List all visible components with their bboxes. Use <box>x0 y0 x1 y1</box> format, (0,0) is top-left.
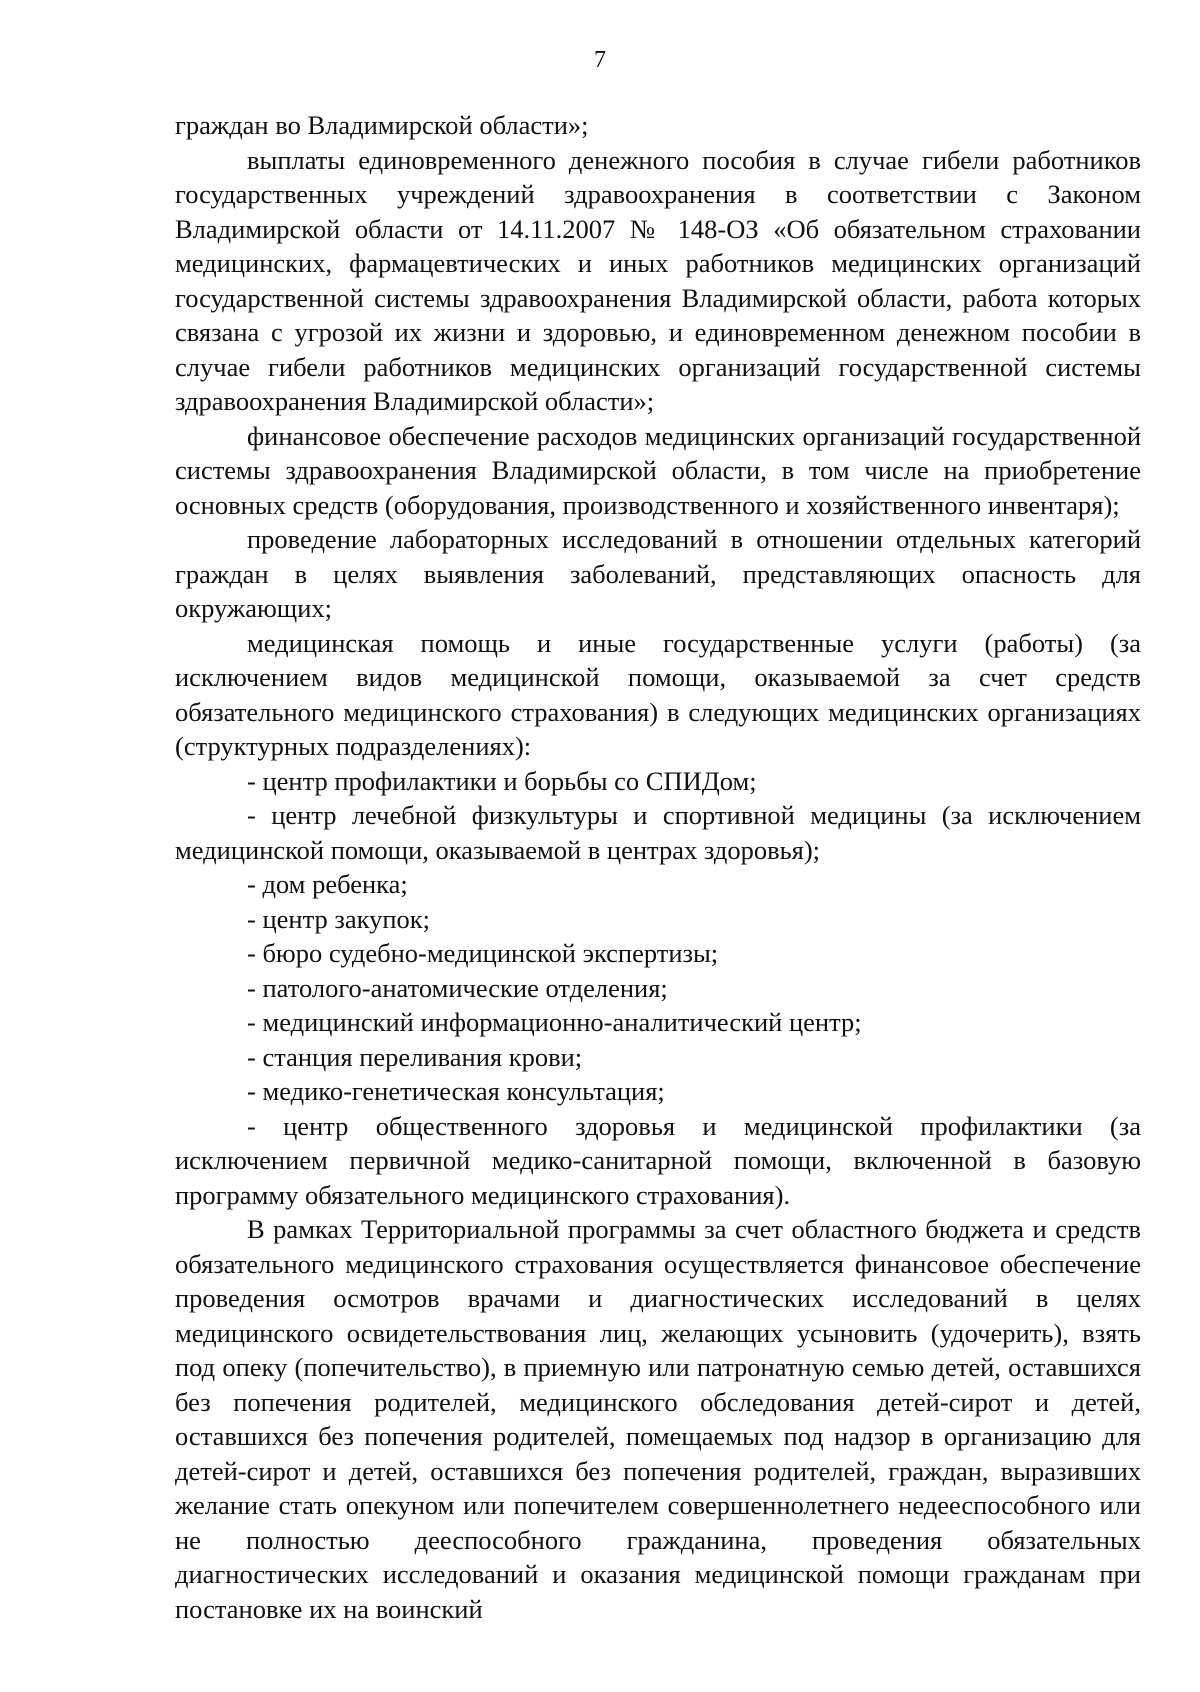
list-item: - медицинский информационно-аналитический центр; <box>247 1007 862 1037</box>
list-item: - центр общественного здоровья и медицинской профилактики (за исключением первичной медико-санитарной помощи, включенной в базовую программу обязательного медицинского страхования). <box>175 1110 1141 1210</box>
paragraph-territorial-program: В рамках Территориальной программы за счет областного бюджета и средств обязательного медицинского страхования осуществляется финансовое обеспечение проведения осмотров врачами и диагностических исследований в целях медицинского освидетельствования лиц, желающих усыновить (удочерить), взять под опеку (попечительство), в приемную или патронатную семью детей, оставшихся без попечения родителей, медицинского обследования детей-сирот и детей, оставшихся без попечения родителей, помещаемых под надзор в организацию для детей-сирот и детей, оставшихся без попечения родителей, граждан, выразивших желание стать опекуном или попечителем совершеннолетнего недееспособного или не полностью дееспособного гражданина, проведения обязательных диагностических исследований и оказания медицинской помощи гражданам при постановке их на воинский <box>175 1214 1141 1624</box>
list-item: - центр профилактики и борьбы со СПИДом; <box>247 765 757 796</box>
page-number: 7 <box>594 47 606 73</box>
list-item: - центр закупок; <box>247 903 431 934</box>
paragraph-medical-services: медицинская помощь и иные государственные услуги (работы) (за исключением видов медицинской помощи, оказываемой за счет средств обязательного медицинского страхования) в следующих медицинских организациях (структурных подразделениях): <box>175 627 1141 761</box>
paragraph-death-benefit: выплаты единовременного денежного пособия в случае гибели работников государственных учреждений здравоохранения в соответствии с Законом Владимирской области от 14.11.2007 № 148-ОЗ «Об обязательном страховании медицинских, фармацевтических и иных работников медицинских организаций государственной системы здравоохранения Владимирской области, работа которых связана с угрозой их жизни и здоровью, и единовременном денежном пособии в случае гибели работников медицинских организаций государственной системы здравоохранения Владимирской области»; <box>175 144 1141 416</box>
list-item: - бюро судебно-медицинской экспертизы; <box>247 938 719 968</box>
list-item: - станция переливания крови; <box>247 1041 583 1072</box>
list-item: - патолого-анатомические отделения; <box>247 972 668 1003</box>
document-body <box>175 108 1141 1626</box>
list-item: - медико-генетическая консультация; <box>247 1076 665 1106</box>
paragraph-financial-support: финансовое обеспечение расходов медицинских организаций государственной системы здравоохранения Владимирской области, в том числе на приобретение основных средств (оборудования, производственного и хозяйственного инвентаря); <box>175 420 1141 520</box>
list-item: - центр лечебной физкультуры и спортивной медицины (за исключением медицинской помощи, оказываемой в центрах здоровья); <box>175 800 1141 865</box>
list-item: - дом ребенка; <box>247 869 408 899</box>
paragraph-continuation: граждан во Владимирской области»; <box>175 110 589 140</box>
paragraph-lab-research: проведение лабораторных исследований в отношении отдельных категорий граждан в целях выявления заболеваний, представляющих опасность для окружающих; <box>175 524 1141 623</box>
